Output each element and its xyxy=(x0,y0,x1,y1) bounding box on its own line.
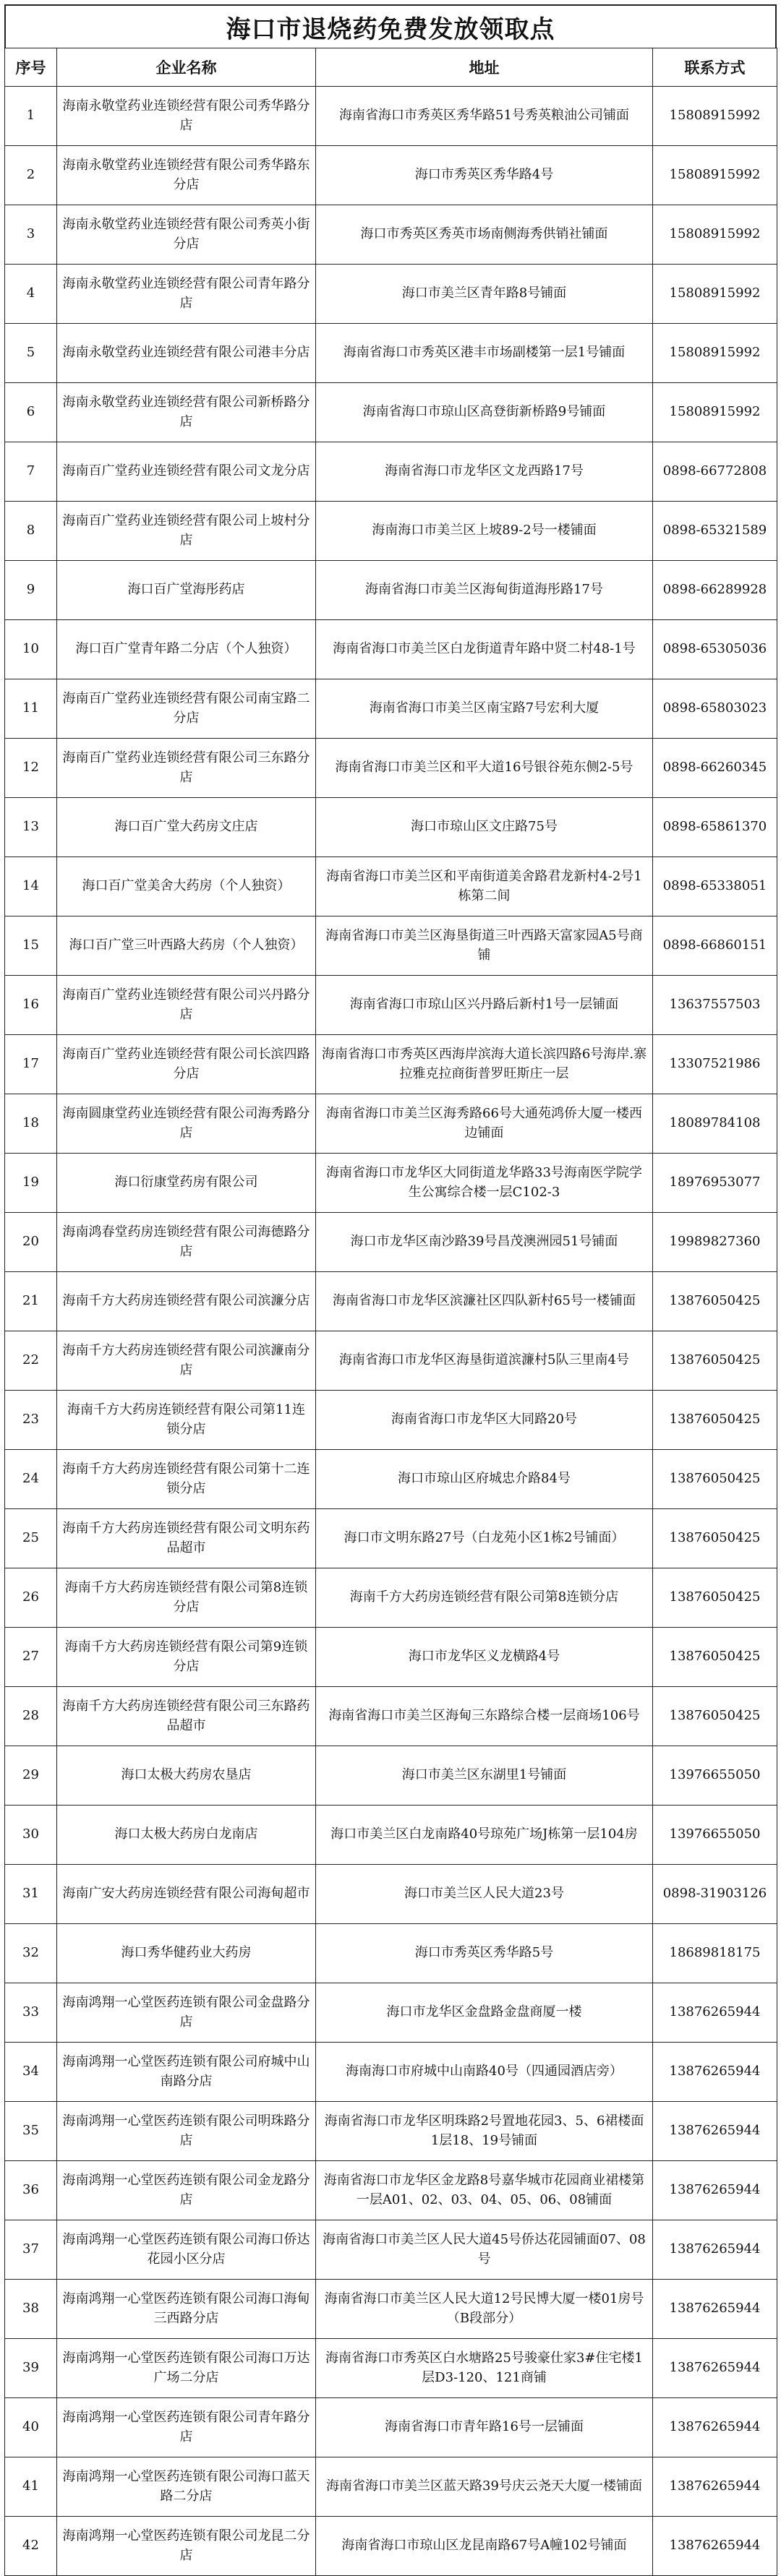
cell-company: 海南千方大药房连锁经营有限公司第十二连锁分店 xyxy=(57,1450,316,1509)
cell-contact: 13876265944 xyxy=(653,2339,777,2398)
cell-company: 海口百广堂三叶西路大药房（个人独资） xyxy=(57,916,316,976)
cell-contact: 15808915992 xyxy=(653,324,777,383)
cell-contact: 13876050425 xyxy=(653,1628,777,1687)
table-row xyxy=(5,976,777,1035)
cell-company: 海南永敬堂药业连锁经营有限公司新桥路分店 xyxy=(57,383,316,442)
cell-company: 海南鸿翔一心堂医药连锁有限公司青年路分店 xyxy=(57,2398,316,2457)
cell-no: 10 xyxy=(5,620,57,679)
cell-address: 海口市琼山区文庄路75号 xyxy=(316,798,653,857)
cell-address: 海南省海口市龙华区大同路20号 xyxy=(316,1391,653,1450)
cell-address: 海南省海口市龙华区大同街道龙华路33号海南医学院学生公寓综合楼一层C102-3 xyxy=(316,1154,653,1213)
cell-company: 海南百广堂药业连锁经营有限公司长滨四路分店 xyxy=(57,1035,316,1094)
cell-company: 海南鸿翔一心堂医药连锁有限公司明珠路分店 xyxy=(57,2102,316,2161)
header-contact: 联系方式 xyxy=(653,48,777,87)
table-row xyxy=(5,1865,777,1924)
cell-address: 海口市秀英区秀华路4号 xyxy=(316,146,653,205)
cell-address: 海南省海口市美兰区和平南街道美舍路君龙新村4-2号1栋第二间 xyxy=(316,857,653,916)
cell-address: 海南海口市美兰区上坡89-2号一楼铺面 xyxy=(316,502,653,561)
cell-contact: 0898-66289928 xyxy=(653,561,777,620)
table-header-row xyxy=(5,48,777,87)
cell-company: 海南鸿翔一心堂医药连锁有限公司海口海甸三西路分店 xyxy=(57,2280,316,2339)
cell-company: 海南鸿翔一心堂医药连锁有限公司海口侨达花园小区分店 xyxy=(57,2220,316,2280)
cell-contact: 13876265944 xyxy=(653,2102,777,2161)
cell-contact: 0898-65803023 xyxy=(653,679,777,739)
cell-contact: 13876050425 xyxy=(653,1272,777,1331)
table-row xyxy=(5,1094,777,1154)
table-row xyxy=(5,1213,777,1272)
table-row xyxy=(5,1035,777,1094)
cell-company: 海口百广堂美舍大药房（个人独资） xyxy=(57,857,316,916)
cell-contact: 13876265944 xyxy=(653,2457,777,2517)
cell-no: 41 xyxy=(5,2457,57,2517)
cell-contact: 13876050425 xyxy=(653,1509,777,1568)
cell-company: 海南永敬堂药业连锁经营有限公司秀英小街分店 xyxy=(57,205,316,265)
cell-address: 海口市龙华区金盘路金盘商厦一楼 xyxy=(316,1983,653,2043)
cell-address: 海南省海口市秀英区西海岸滨海大道长滨四路6号海岸.寨拉雅克拉商街普罗旺斯庄一层 xyxy=(316,1035,653,1094)
cell-company: 海南千方大药房连锁经营有限公司滨濂分店 xyxy=(57,1272,316,1331)
cell-no: 20 xyxy=(5,1213,57,1272)
cell-no: 29 xyxy=(5,1746,57,1806)
table-row xyxy=(5,916,777,976)
cell-company: 海口百广堂海彤药店 xyxy=(57,561,316,620)
page-title: 海口市退烧药免费发放领取点 xyxy=(4,4,777,48)
table-body xyxy=(5,87,777,2576)
table-row xyxy=(5,1687,777,1746)
table-row xyxy=(5,679,777,739)
cell-address: 海口市秀英区秀华路5号 xyxy=(316,1924,653,1983)
cell-no: 36 xyxy=(5,2161,57,2220)
cell-no: 14 xyxy=(5,857,57,916)
table-row xyxy=(5,2220,777,2280)
table-row xyxy=(5,2043,777,2102)
cell-contact: 13876265944 xyxy=(653,2043,777,2102)
cell-address: 海南省海口市秀英区白水塘路25号骏豪仕家3#住宅楼1层D3-120、121商铺 xyxy=(316,2339,653,2398)
cell-no: 9 xyxy=(5,561,57,620)
cell-contact: 13876265944 xyxy=(653,1983,777,2043)
cell-company: 海南百广堂药业连锁经营有限公司南宝路二分店 xyxy=(57,679,316,739)
cell-no: 12 xyxy=(5,739,57,798)
cell-no: 19 xyxy=(5,1154,57,1213)
cell-contact: 13876265944 xyxy=(653,2161,777,2220)
header-company: 企业名称 xyxy=(57,48,316,87)
cell-no: 17 xyxy=(5,1035,57,1094)
cell-company: 海南千方大药房连锁经营有限公司三东路药品超市 xyxy=(57,1687,316,1746)
cell-contact: 13876265944 xyxy=(653,2220,777,2280)
table-row xyxy=(5,1154,777,1213)
cell-address: 海南省海口市秀英区港丰市场副楼第一层1号铺面 xyxy=(316,324,653,383)
cell-company: 海南百广堂药业连锁经营有限公司文龙分店 xyxy=(57,442,316,502)
cell-contact: 13307521986 xyxy=(653,1035,777,1094)
cell-contact: 18689818175 xyxy=(653,1924,777,1983)
cell-company: 海南广安大药房连锁经营有限公司海甸超市 xyxy=(57,1865,316,1924)
table-row xyxy=(5,2457,777,2517)
cell-address: 海南省海口市琼山区兴丹路后新村1号一层铺面 xyxy=(316,976,653,1035)
cell-contact: 13876050425 xyxy=(653,1450,777,1509)
cell-contact: 0898-65321589 xyxy=(653,502,777,561)
cell-company: 海南千方大药房连锁经营有限公司第8连锁分店 xyxy=(57,1568,316,1628)
cell-address: 海南省海口市琼山区龙昆南路67号A幢102号铺面 xyxy=(316,2517,653,2576)
cell-company: 海南百广堂药业连锁经营有限公司三东路分店 xyxy=(57,739,316,798)
cell-address: 海南省海口市美兰区蓝天路39号庆云尧天大厦一楼铺面 xyxy=(316,2457,653,2517)
cell-company: 海南鸿翔一心堂医药连锁有限公司龙昆二分店 xyxy=(57,2517,316,2576)
cell-no: 8 xyxy=(5,502,57,561)
table-row xyxy=(5,265,777,324)
cell-no: 25 xyxy=(5,1509,57,1568)
table-row xyxy=(5,205,777,265)
cell-company: 海口太极大药房农垦店 xyxy=(57,1746,316,1806)
table-row xyxy=(5,1450,777,1509)
cell-company: 海南千方大药房连锁经营有限公司文明东药品超市 xyxy=(57,1509,316,1568)
cell-company: 海南圆康堂药业连锁经营有限公司海秀路分店 xyxy=(57,1094,316,1154)
cell-no: 38 xyxy=(5,2280,57,2339)
cell-contact: 15808915992 xyxy=(653,87,777,146)
table-row xyxy=(5,1924,777,1983)
table-row xyxy=(5,739,777,798)
table-row xyxy=(5,620,777,679)
cell-no: 5 xyxy=(5,324,57,383)
cell-contact: 13876050425 xyxy=(653,1687,777,1746)
cell-no: 18 xyxy=(5,1094,57,1154)
cell-address: 海南省海口市美兰区人民大道12号民博大厦一楼01房号（B段部分） xyxy=(316,2280,653,2339)
table-row xyxy=(5,1509,777,1568)
table-row xyxy=(5,2102,777,2161)
table-row xyxy=(5,1331,777,1391)
cell-address: 海南省海口市美兰区海甸街道海彤路17号 xyxy=(316,561,653,620)
cell-address: 海南省海口市龙华区滨濂社区四队新村65号一楼铺面 xyxy=(316,1272,653,1331)
table-row xyxy=(5,1746,777,1806)
table-row xyxy=(5,383,777,442)
cell-company: 海南永敬堂药业连锁经营有限公司青年路分店 xyxy=(57,265,316,324)
cell-company: 海南鸿翔一心堂医药连锁有限公司金龙路分店 xyxy=(57,2161,316,2220)
cell-address: 海南省海口市龙华区文龙西路17号 xyxy=(316,442,653,502)
cell-contact: 13876265944 xyxy=(653,2517,777,2576)
header-no: 序号 xyxy=(5,48,57,87)
cell-company: 海南千方大药房连锁经营有限公司第9连锁分店 xyxy=(57,1628,316,1687)
cell-contact: 0898-66772808 xyxy=(653,442,777,502)
cell-company: 海南永敬堂药业连锁经营有限公司港丰分店 xyxy=(57,324,316,383)
cell-no: 3 xyxy=(5,205,57,265)
cell-address: 海南省海口市秀英区秀华路51号秀英粮油公司铺面 xyxy=(316,87,653,146)
cell-address: 海南省海口市美兰区白龙街道青年路中贤二村48-1号 xyxy=(316,620,653,679)
cell-no: 31 xyxy=(5,1865,57,1924)
cell-contact: 13876265944 xyxy=(653,2398,777,2457)
cell-address: 海口市琼山区府城忠介路84号 xyxy=(316,1450,653,1509)
table-row xyxy=(5,502,777,561)
cell-address: 海南省海口市美兰区海甸三东路综合楼一层商场106号 xyxy=(316,1687,653,1746)
cell-company: 海南千方大药房连锁经营有限公司滨濂南分店 xyxy=(57,1331,316,1391)
cell-contact: 0898-65338051 xyxy=(653,857,777,916)
cell-company: 海南鸿翔一心堂医药连锁有限公司金盘路分店 xyxy=(57,1983,316,2043)
cell-contact: 19989827360 xyxy=(653,1213,777,1272)
cell-no: 4 xyxy=(5,265,57,324)
cell-address: 海南省海口市青年路16号一层铺面 xyxy=(316,2398,653,2457)
cell-no: 7 xyxy=(5,442,57,502)
table-row xyxy=(5,1272,777,1331)
cell-contact: 18089784108 xyxy=(653,1094,777,1154)
table-row xyxy=(5,561,777,620)
cell-no: 28 xyxy=(5,1687,57,1746)
cell-company: 海口秀华健药业大药房 xyxy=(57,1924,316,1983)
table-row xyxy=(5,87,777,146)
cell-contact: 0898-65305036 xyxy=(653,620,777,679)
cell-company: 海口百广堂大药房文庄店 xyxy=(57,798,316,857)
cell-no: 15 xyxy=(5,916,57,976)
table-row xyxy=(5,2339,777,2398)
cell-no: 26 xyxy=(5,1568,57,1628)
cell-address: 海南省海口市琼山区高登街新桥路9号铺面 xyxy=(316,383,653,442)
table-row xyxy=(5,2398,777,2457)
table-row xyxy=(5,442,777,502)
cell-address: 海南省海口市龙华区海垦街道滨濂村5队三里南4号 xyxy=(316,1331,653,1391)
cell-no: 23 xyxy=(5,1391,57,1450)
cell-contact: 13876265944 xyxy=(653,2280,777,2339)
table-row xyxy=(5,1568,777,1628)
cell-no: 1 xyxy=(5,87,57,146)
cell-address: 海口市龙华区南沙路39号昌茂澳洲园51号铺面 xyxy=(316,1213,653,1272)
table-row xyxy=(5,2280,777,2339)
cell-no: 2 xyxy=(5,146,57,205)
cell-address: 海南省海口市美兰区和平大道16号银谷苑东侧2-5号 xyxy=(316,739,653,798)
table-row xyxy=(5,2517,777,2576)
cell-address: 海南省海口市美兰区南宝路7号宏利大厦 xyxy=(316,679,653,739)
cell-company: 海南鸿翔一心堂医药连锁有限公司海口万达广场二分店 xyxy=(57,2339,316,2398)
cell-no: 27 xyxy=(5,1628,57,1687)
cell-address: 海口市文明东路27号（白龙苑小区1栋2号铺面） xyxy=(316,1509,653,1568)
cell-address: 海口市美兰区人民大道23号 xyxy=(316,1865,653,1924)
cell-no: 39 xyxy=(5,2339,57,2398)
document xyxy=(4,4,777,2576)
cell-contact: 15808915992 xyxy=(653,205,777,265)
cell-no: 42 xyxy=(5,2517,57,2576)
table-row xyxy=(5,857,777,916)
cell-company: 海南鸿翔一心堂医药连锁有限公司府城中山南路分店 xyxy=(57,2043,316,2102)
cell-address: 海口市龙华区义龙横路4号 xyxy=(316,1628,653,1687)
cell-address: 海南省海口市美兰区海秀路66号大通苑鸿侨大厦一楼西边铺面 xyxy=(316,1094,653,1154)
header-address: 地址 xyxy=(316,48,653,87)
table-row xyxy=(5,1628,777,1687)
cell-company: 海南百广堂药业连锁经营有限公司上坡村分店 xyxy=(57,502,316,561)
cell-company: 海南千方大药房连锁经营有限公司第11连锁分店 xyxy=(57,1391,316,1450)
cell-contact: 13976655050 xyxy=(653,1746,777,1806)
cell-contact: 0898-66260345 xyxy=(653,739,777,798)
table-row xyxy=(5,324,777,383)
cell-company: 海口太极大药房白龙南店 xyxy=(57,1806,316,1865)
cell-address: 海南省海口市龙华区金龙路8号嘉华城市花园商业裙楼第一层A01、02、03、04、05、06、08铺面 xyxy=(316,2161,653,2220)
table-row xyxy=(5,798,777,857)
cell-address: 海口市美兰区青年路8号铺面 xyxy=(316,265,653,324)
cell-no: 30 xyxy=(5,1806,57,1865)
cell-contact: 13637557503 xyxy=(653,976,777,1035)
cell-no: 33 xyxy=(5,1983,57,2043)
cell-contact: 13976655050 xyxy=(653,1806,777,1865)
cell-no: 34 xyxy=(5,2043,57,2102)
cell-address: 海口市秀英区秀英市场南侧海秀供销社铺面 xyxy=(316,205,653,265)
cell-contact: 18976953077 xyxy=(653,1154,777,1213)
table-row xyxy=(5,2161,777,2220)
cell-company: 海南鸿春堂药房连锁经营有限公司海德路分店 xyxy=(57,1213,316,1272)
cell-address: 海口市美兰区白龙南路40号琼苑广场J栋第一层104房 xyxy=(316,1806,653,1865)
cell-no: 37 xyxy=(5,2220,57,2280)
cell-contact: 0898-65861370 xyxy=(653,798,777,857)
cell-address: 海南省海口市美兰区海垦街道三叶西路天富家园A5号商铺 xyxy=(316,916,653,976)
cell-company: 海口衍康堂药房有限公司 xyxy=(57,1154,316,1213)
cell-contact: 15808915992 xyxy=(653,383,777,442)
cell-company: 海南永敬堂药业连锁经营有限公司秀华路东分店 xyxy=(57,146,316,205)
cell-no: 6 xyxy=(5,383,57,442)
cell-address: 海南省海口市美兰区人民大道45号侨达花园铺面07、08号 xyxy=(316,2220,653,2280)
cell-no: 16 xyxy=(5,976,57,1035)
cell-no: 24 xyxy=(5,1450,57,1509)
table-row xyxy=(5,1391,777,1450)
cell-company: 海南百广堂药业连锁经营有限公司兴丹路分店 xyxy=(57,976,316,1035)
table-row xyxy=(5,146,777,205)
cell-address: 海南千方大药房连锁经营有限公司第8连锁分店 xyxy=(316,1568,653,1628)
cell-company: 海南永敬堂药业连锁经营有限公司秀华路分店 xyxy=(57,87,316,146)
cell-company: 海口百广堂青年路二分店（个人独资） xyxy=(57,620,316,679)
cell-no: 11 xyxy=(5,679,57,739)
cell-contact: 0898-66860151 xyxy=(653,916,777,976)
cell-no: 35 xyxy=(5,2102,57,2161)
cell-no: 32 xyxy=(5,1924,57,1983)
cell-no: 13 xyxy=(5,798,57,857)
cell-contact: 15808915992 xyxy=(653,146,777,205)
cell-address: 海南海口市府城中山南路40号（四通园酒店旁） xyxy=(316,2043,653,2102)
cell-contact: 15808915992 xyxy=(653,265,777,324)
cell-address: 海南省海口市龙华区明珠路2号置地花园3、5、6裙楼面1层18、19号铺面 xyxy=(316,2102,653,2161)
cell-contact: 13876050425 xyxy=(653,1331,777,1391)
cell-contact: 0898-31903126 xyxy=(653,1865,777,1924)
cell-no: 21 xyxy=(5,1272,57,1331)
cell-no: 40 xyxy=(5,2398,57,2457)
cell-contact: 13876050425 xyxy=(653,1391,777,1450)
table-row xyxy=(5,1983,777,2043)
table-row xyxy=(5,1806,777,1865)
cell-company: 海南鸿翔一心堂医药连锁有限公司海口蓝天路二分店 xyxy=(57,2457,316,2517)
cell-no: 22 xyxy=(5,1331,57,1391)
pickup-points-table xyxy=(4,48,777,2576)
cell-contact: 13876050425 xyxy=(653,1568,777,1628)
cell-address: 海口市美兰区东湖里1号铺面 xyxy=(316,1746,653,1806)
